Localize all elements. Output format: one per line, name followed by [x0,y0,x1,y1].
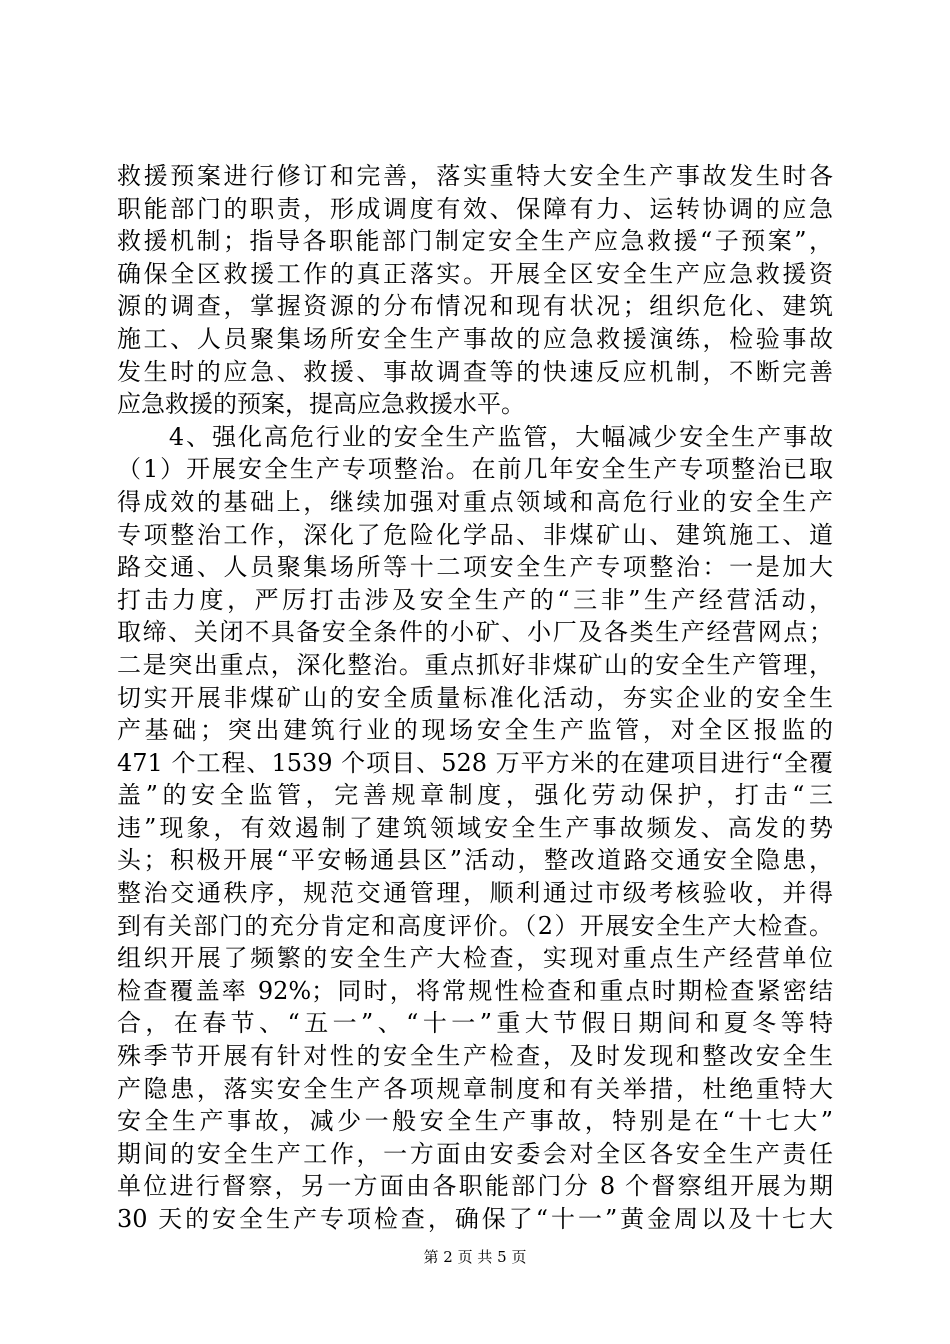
text-line: 组织开展了频繁的安全生产大检查，实现对重点生产经营单位 [117,944,833,973]
text-line: 路交通、人员聚集场所等十二项安全生产专项整治：一是加大 [117,553,833,582]
text-line: 打击力度，严厉打击涉及安全生产的“三非”生产经营活动， [117,585,833,614]
text-line: 4、强化高危行业的安全生产监管，大幅减少安全生产事故 [117,422,833,451]
text-line: 救援机制；指导各职能部门制定安全生产应急救援“子预案”， [117,227,833,256]
text-line: 施工、人员聚集场所安全生产事故的应急救援演练，检验事故 [117,324,833,353]
document-body [117,160,833,1236]
text-line: 单位进行督察，另一方面由各职能部门分 8 个督察组开展为期 [117,1172,833,1201]
text-line: 头；积极开展“平安畅通县区”活动，整改道路交通安全隐患， [117,846,833,875]
text-line: 救援预案进行修订和完善，落实重特大安全生产事故发生时各 [117,162,833,190]
text-line: 切实开展非煤矿山的安全质量标准化活动，夯实企业的安全生 [117,683,833,712]
text-line: 安全生产事故，减少一般安全生产事故，特别是在“十七大” [117,1107,833,1136]
text-line: 二是突出重点，深化整治。重点抓好非煤矿山的安全生产管理， [117,650,833,679]
text-line: 专项整治工作，深化了危险化学品、非煤矿山、建筑施工、道 [117,520,833,549]
text-line: 期间的安全生产工作，一方面由安委会对全区各安全生产责任 [117,1139,833,1168]
text-line: 检查覆盖率 92%；同时，将常规性检查和重点时期检查紧密结 [117,976,833,1005]
page-number-label: 第 2 页 共 5 页 [423,1248,527,1266]
page-footer [0,1247,950,1267]
text-line: 产隐患，落实安全生产各项规章制度和有关举措，杜绝重特大 [117,1074,833,1103]
text-line: 发生时的应急、救援、事故调查等的快速反应机制，不断完善 [117,357,833,386]
text-line: 30 天的安全生产专项检查，确保了“十一”黄金周以及十七大 [117,1205,833,1233]
text-line: 违”现象，有效遏制了建筑领域安全生产事故频发、高发的势 [117,813,833,842]
text-line: 产基础；突出建筑行业的现场安全生产监管，对全区报监的 [117,716,833,745]
text-line: 殊季节开展有针对性的安全生产检查，及时发现和整改安全生 [117,1042,833,1071]
text-line: 源的调查，掌握资源的分布情况和现有状况；组织危化、建筑 [117,292,833,321]
text-line: 盖”的安全监管，完善规章制度，强化劳动保护，打击“三 [117,781,833,810]
text-line: 职能部门的职责，形成调度有效、保障有力、运转协调的应急 [117,194,833,223]
text-line: 整治交通秩序，规范交通管理，顺利通过市级考核验收，并得 [117,879,833,908]
text-line: （1）开展安全生产专项整治。在前几年安全生产专项整治已取 [117,455,833,484]
text-line: 取缔、关闭不具备安全条件的小矿、小厂及各类生产经营网点； [117,618,833,647]
text-line: 到有关部门的充分肯定和高度评价。（2）开展安全生产大检查。 [117,911,833,940]
text-line: 应急救援的预案，提高应急救援水平。 [117,390,525,419]
text-line: 确保全区救援工作的真正落实。开展全区安全生产应急救援资 [117,259,833,288]
text-line: 得成效的基础上，继续加强对重点领域和高危行业的安全生产 [117,487,833,516]
text-line: 471 个工程、1539 个项目、528 万平方米的在建项目进行“全覆 [117,748,833,777]
text-line: 合，在春节、“五一”、“十一”重大节假日期间和夏冬等特 [117,1009,833,1038]
